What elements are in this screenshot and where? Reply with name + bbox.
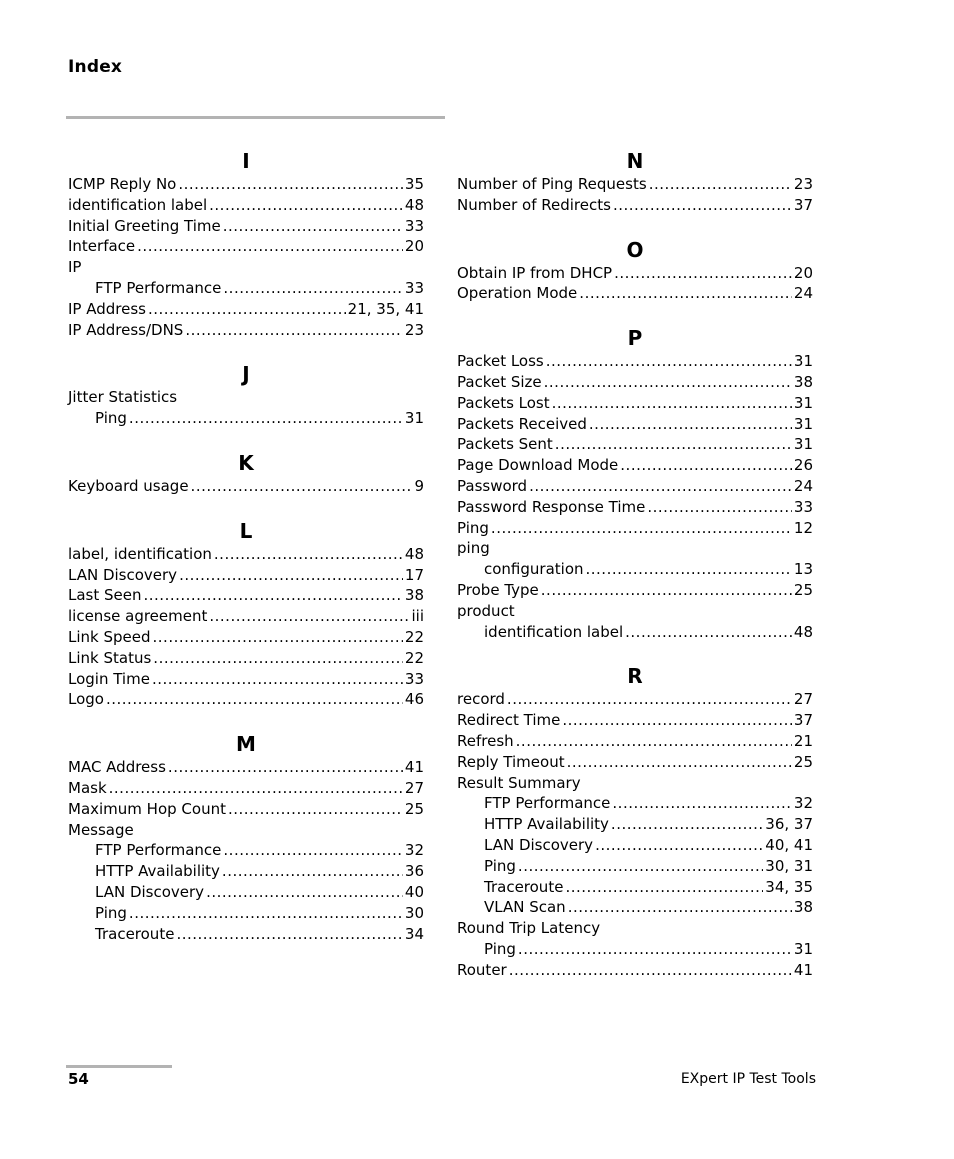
index-entry [457,455,813,476]
dot-leader [647,497,792,518]
dot-leader [185,320,403,341]
dot-leader [589,414,792,435]
index-column-right [457,148,813,1002]
section-letter: O [626,237,644,262]
dot-leader [620,455,792,476]
entry-page-refs: 31 [793,414,813,433]
entry-term: LAN Discovery [95,882,205,901]
entry-page-refs: 31 [404,409,424,428]
index-entry [457,283,813,304]
entry-page-refs: 21, 35, 41 [347,299,424,318]
entry-page-refs: 13 [793,560,813,579]
index-entry [457,773,813,794]
dot-leader [223,216,403,237]
index-entry [457,580,813,601]
entry-page-refs: 40 [404,882,424,901]
entry-term: Maximum Hop Count [68,799,226,818]
dot-leader [129,903,403,924]
index-entry [68,565,424,586]
index-subentry [457,897,813,918]
entry-page-refs: 31 [793,939,813,958]
entry-page-refs: 36 [404,862,424,881]
entry-page-refs: 37 [793,195,813,214]
entry-term: Probe Type [457,580,539,599]
dot-leader [144,585,403,606]
section-letter: L [239,518,253,543]
index-entry [68,689,424,710]
dot-leader [491,518,792,539]
entry-term: Traceroute [95,924,175,943]
entry-page-refs: 38 [793,372,813,391]
entry-term: Mask [68,778,107,797]
dot-leader [153,648,403,669]
dot-leader [649,174,792,195]
dot-leader [595,835,763,856]
entry-page-refs: 26 [793,456,813,475]
dot-leader [544,372,792,393]
index-subentry [457,877,813,898]
section-letter: I [242,149,250,173]
section-letter: J [242,362,250,387]
entry-page-refs: 12 [793,518,813,537]
entry-term: Interface [68,237,136,256]
index-section [457,148,813,216]
entry-term: HTTP Availability [484,815,609,834]
index-entry [457,918,813,939]
entry-term: FTP Performance [95,841,222,860]
section-letter: R [627,664,643,689]
entry-term: Result Summary [457,773,581,792]
entry-term: Initial Greeting Time [68,216,221,235]
entry-page-refs: 32 [793,794,813,813]
dot-leader [179,565,403,586]
entry-term: Ping [484,856,516,875]
dot-leader [552,393,792,414]
entry-term: Redirect Time [457,711,561,730]
page-header-title: Index [68,57,123,77]
entry-page-refs: 40, 41 [765,835,813,854]
section-letter: P [627,326,643,351]
dot-leader [613,195,792,216]
entry-term: Number of Redirects [457,195,611,214]
entry-term: Router [457,960,507,979]
index-entry [457,689,813,710]
entry-page-refs: 24 [793,284,813,303]
index-entry [457,393,813,414]
entry-term: identification label [68,195,208,214]
entry-term: Password [457,476,528,495]
entry-term: ICMP Reply No [68,175,177,193]
dot-leader [568,897,792,918]
entry-term: Traceroute [484,877,564,896]
index-section [68,148,424,340]
dot-leader [214,544,403,565]
section-letter: N [626,149,644,173]
index-section [457,663,813,980]
index-entry [457,351,813,372]
entry-term: Password Response Time [457,497,646,516]
dot-leader [209,606,409,627]
entry-page-refs: 48 [793,622,813,641]
index-subentry [68,903,424,924]
dot-leader [222,861,403,882]
dot-leader [148,299,346,320]
index-entry [457,960,813,981]
index-entry [457,710,813,731]
entry-term: Keyboard usage [68,476,189,495]
entry-page-refs: 27 [793,690,813,709]
index-subentry [457,939,813,960]
footer-divider [66,1065,172,1068]
entry-page-refs: 48 [404,195,424,214]
entry-page-refs: 17 [404,565,424,584]
entry-term: Logo [68,690,104,709]
dot-leader [612,793,792,814]
index-section [68,731,424,944]
dot-leader [541,580,792,601]
page-number: 54 [68,1070,89,1088]
entry-term: Link Status [68,648,152,667]
dot-leader [555,434,792,455]
index-entry [68,476,424,497]
entry-term: Packets Received [457,414,587,433]
index-entry [68,585,424,606]
index-entry [68,320,424,341]
index-entry [68,299,424,320]
entry-page-refs: 22 [404,627,424,646]
dot-leader [509,960,792,981]
dot-leader [611,814,763,835]
index-entry [68,757,424,778]
entry-term: ping [457,539,490,558]
dot-leader [106,689,403,710]
entry-page-refs: 41 [793,960,813,979]
entry-term: Jitter Statistics [68,388,178,407]
index-column-left [68,148,424,965]
index-subentry [68,840,424,861]
entry-term: Packet Size [457,372,542,391]
entry-term: Operation Mode [457,284,578,303]
index-entry [457,538,813,559]
index-entry [457,414,813,435]
entry-term: FTP Performance [484,794,611,813]
index-subentry [68,278,424,299]
index-entry [457,752,813,773]
entry-term: VLAN Scan [484,898,566,917]
entry-term: Reply Timeout [457,752,565,771]
index-section [457,237,813,305]
dot-leader [152,669,403,690]
dot-leader [625,622,792,643]
dot-leader [206,882,403,903]
entry-term: Login Time [68,669,150,688]
index-subentry [457,622,813,643]
entry-page-refs: 30 [404,903,424,922]
dot-leader [579,283,792,304]
dot-leader [614,263,792,284]
entry-page-refs: 38 [404,586,424,605]
document-title: EXpert IP Test Tools [680,1071,816,1087]
index-entry [68,387,424,408]
entry-page-refs: 24 [793,476,813,495]
section-letter: M [236,732,256,757]
entry-term: Page Download Mode [457,456,619,475]
dot-leader [586,559,792,580]
entry-term: LAN Discovery [68,565,178,584]
index-entry [457,195,813,216]
entry-term: Obtain IP from DHCP [457,263,613,282]
index-entry [68,174,424,195]
entry-term: Ping [457,518,489,537]
entry-page-refs: iii [411,607,424,626]
entry-term: LAN Discovery [484,835,594,854]
dot-leader [209,195,403,216]
entry-term: Ping [95,903,127,922]
entry-term: Round Trip Latency [457,919,601,938]
entry-term: record [457,690,505,709]
entry-page-refs: 31 [793,352,813,371]
header-divider [66,116,445,119]
dot-leader [529,476,792,497]
index-entry [68,257,424,278]
index-subentry [68,882,424,903]
index-entry [457,518,813,539]
dot-leader [507,689,792,710]
index-section [68,361,424,429]
index-entry [457,372,813,393]
index-entry [457,601,813,622]
entry-page-refs: 46 [404,690,424,709]
index-subentry [457,835,813,856]
entry-term: HTTP Availability [95,862,220,881]
index-entry [68,627,424,648]
entry-page-refs: 41 [404,758,424,777]
entry-page-refs: 25 [793,580,813,599]
dot-leader [516,731,792,752]
entry-term: IP Address/DNS [68,320,184,339]
entry-page-refs: 38 [793,898,813,917]
entry-page-refs: 20 [404,237,424,256]
entry-page-refs: 35 [404,175,424,193]
index-entry [68,669,424,690]
entry-term: Ping [95,409,127,428]
entry-term: Packets Lost [457,393,550,412]
entry-term: license agreement [68,607,208,626]
index-entry [457,497,813,518]
dot-leader [109,778,403,799]
dot-leader [191,476,413,497]
index-subentry [457,856,813,877]
index-entry [68,544,424,565]
entry-page-refs: 33 [404,669,424,688]
entry-term: product [457,601,515,620]
entry-term: Message [68,820,134,839]
entry-page-refs: 20 [793,263,813,282]
entry-term: Link Speed [68,627,151,646]
index-entry [457,263,813,284]
dot-leader [562,710,792,731]
entry-page-refs: 31 [793,435,813,454]
dot-leader [129,408,403,429]
entry-page-refs: 23 [793,175,813,193]
index-subentry [457,559,813,580]
entry-page-refs: 33 [793,497,813,516]
dot-leader [518,939,792,960]
index-entry [457,476,813,497]
index-entry [68,799,424,820]
dot-leader [178,174,403,195]
entry-term: Packets Sent [457,435,553,454]
entry-term: Refresh [457,731,514,750]
dot-leader [153,627,403,648]
entry-term: IP [68,258,82,277]
index-section [457,325,813,642]
entry-page-refs: 23 [404,320,424,339]
index-entry [68,778,424,799]
entry-page-refs: 25 [793,752,813,771]
dot-leader [546,351,792,372]
index-entry [68,216,424,237]
dot-leader [176,924,402,945]
section-letter: K [238,450,254,475]
entry-page-refs: 34, 35 [765,877,813,896]
entry-page-refs: 21 [793,731,813,750]
index-entry [68,648,424,669]
entry-page-refs: 25 [404,799,424,818]
index-entry [68,236,424,257]
index-entry [457,731,813,752]
index-section [68,518,424,710]
entry-term: IP Address [68,299,146,318]
index-section [68,450,424,497]
entry-term: identification label [484,622,624,641]
dot-leader [567,752,792,773]
entry-page-refs: 48 [404,544,424,563]
index-subentry [68,924,424,945]
entry-page-refs: 33 [404,216,424,235]
index-entry [457,434,813,455]
index-entry [457,174,813,195]
entry-page-refs: 33 [404,278,424,297]
dot-leader [565,877,763,898]
entry-page-refs: 37 [793,711,813,730]
entry-page-refs: 32 [404,841,424,860]
dot-leader [223,840,403,861]
index-entry [68,606,424,627]
entry-term: configuration [484,560,584,579]
dot-leader [228,799,403,820]
dot-leader [137,236,403,257]
entry-page-refs: 22 [404,648,424,667]
entry-term: Last Seen [68,586,142,605]
entry-page-refs: 36, 37 [765,815,813,834]
index-subentry [457,793,813,814]
index-entry [68,195,424,216]
dot-leader [518,856,763,877]
index-entry [68,820,424,841]
entry-term: FTP Performance [95,278,222,297]
entry-term: Ping [484,939,516,958]
index-subentry [68,408,424,429]
entry-page-refs: 34 [404,924,424,943]
entry-term: Packet Loss [457,352,544,371]
index-subentry [68,861,424,882]
entry-term: Number of Ping Requests [457,175,647,193]
entry-page-refs: 9 [414,476,424,495]
entry-page-refs: 31 [793,393,813,412]
entry-term: MAC Address [68,758,166,777]
dot-leader [223,278,403,299]
entry-page-refs: 30, 31 [765,856,813,875]
dot-leader [168,757,403,778]
entry-term: label, identification [68,544,212,563]
entry-page-refs: 27 [404,778,424,797]
index-subentry [457,814,813,835]
